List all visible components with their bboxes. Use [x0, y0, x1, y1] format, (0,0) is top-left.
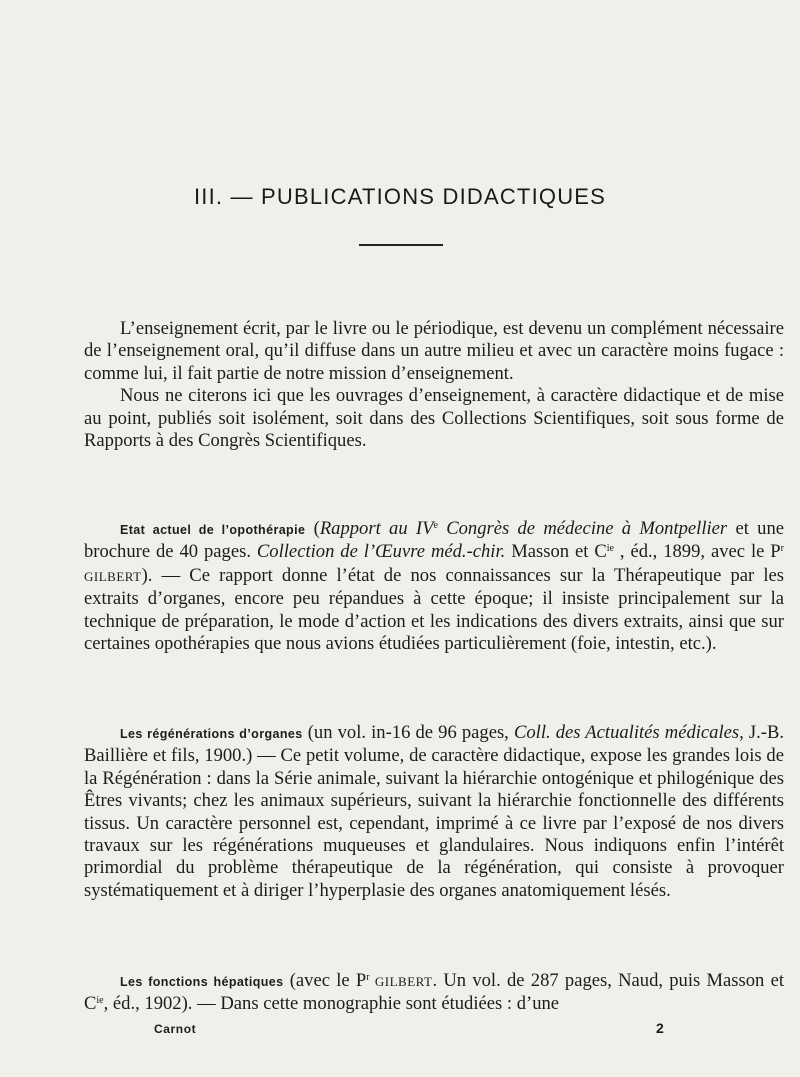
section-title: III. — PUBLICATIONS DIDACTIQUES [193, 184, 607, 209]
superscript: r [780, 543, 784, 555]
superscript: e [433, 520, 438, 531]
entry-paragraph [84, 970, 784, 1016]
entry-italic-text: Congrès de médecine à Montpellier [437, 518, 728, 539]
entry-text: et une brochure de 40 pages. [84, 518, 785, 563]
intro-paragraph-1: L’enseignement écrit, par le livre ou le périodique, est devenu un complément nécessaire de l’enseignement oral, qu’il diffuse dans un autre milieu et avec un caractère moins fugace : comme lui, il fait partie de notre mission d’enseignement. [84, 318, 784, 384]
entry-regenerations [84, 722, 784, 902]
entry-text: , éd., 1899, avec le P [613, 541, 781, 563]
entry-text: (avec le P [283, 970, 367, 991]
author-name: GILBERT [369, 974, 433, 989]
entry-fonctions-hepatiques [84, 970, 784, 1016]
entry-italic-text: Rapport au IV [319, 518, 434, 539]
entry-paragraph [84, 722, 784, 902]
entry-title: Les régénérations d’organes [120, 727, 303, 741]
entry-text: ). — Ce rapport donne l’état de nos connaissances sur la Thérapeutique par les extraits d’organes, encore peu répandues à cette époque; il insiste principalement sur la technique de préparation, le mode d’action et les indications des divers extraits, ainsi que sur certaines opothérapies que nous avions étudiées particulièrement (foie, intestin, etc.). [84, 564, 784, 655]
entry-title: Etat actuel de l’opothérapie [120, 523, 306, 537]
entry-text: , éd., 1902). — Dans cette monographie sont étudiées : d’une [103, 993, 560, 1015]
superscript: ie [96, 995, 104, 1007]
superscript: r [366, 972, 370, 983]
entry-text: . Un vol. de 287 pages, Naud, puis Masson et C [84, 970, 784, 1015]
entry-text: (un vol. in-16 de 96 pages, [302, 722, 514, 743]
superscript: ie [606, 543, 614, 555]
intro-section [84, 318, 784, 452]
entry-text: ( [305, 518, 320, 539]
intro-paragraph-2: Nous ne citerons ici que les ouvrages d’enseignement, à caractère didactique et de mise au point, publiés soit isolément, soit dans des Collections Scientifiques, soit sous forme de Rapports à des Congrès Scientifiques. [84, 385, 784, 452]
page-number: 2 [656, 1020, 664, 1036]
author-name: GILBERT [84, 568, 142, 584]
entry-text: Masson et C [505, 541, 607, 563]
entry-paragraph [84, 518, 784, 655]
footer-author: Carnot [154, 1022, 197, 1036]
entry-title: Les fonctions hépatiques [120, 975, 284, 989]
entry-opotherapie [84, 518, 784, 655]
entry-italic-text: Coll. des Actualités médicales, [513, 722, 744, 743]
title-divider [359, 244, 443, 246]
entry-italic-text: Collection de l’Œuvre méd.-chir. [256, 541, 506, 563]
entry-text: J.-B. Baillière et fils, 1900.) — Ce petit volume, de caractère didactique, expose les grandes lois de la Régénération : dans la Série animale, suivant la hiérarchie ontogénique et philogénique des Êtres vivants; chez les animaux supérieurs, suivant la hiérarchie fonctionnelle des différents tissus. Un caractère personnel est, cependant, imprimé à ce livre par l’exposé de nos divers travaux sur les régénérations muqueuses et glandulaires. Nous indiquons enfin l’intérêt primordial du problème thérapeutique de la régénération, qui consiste à provoquer systématiquement et à diriger l’hyperplasie des organes anatomiquement lésés. [84, 722, 785, 901]
